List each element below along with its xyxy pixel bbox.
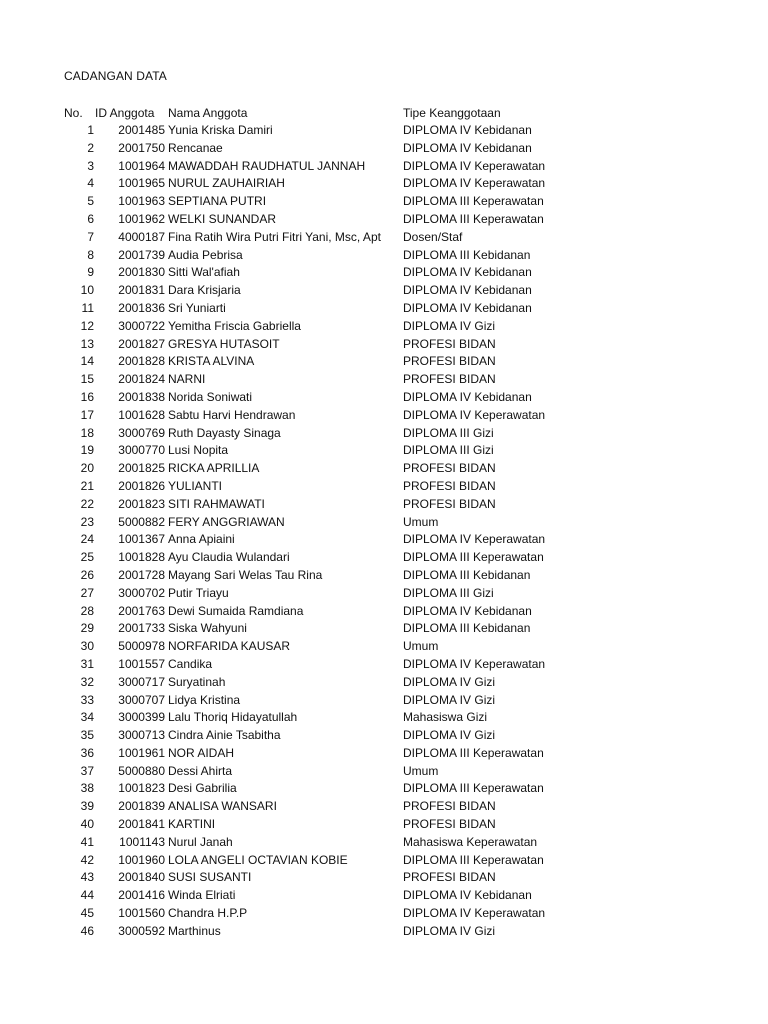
membership-type: DIPLOMA III Keperawatan xyxy=(403,194,544,209)
table-row xyxy=(0,211,768,229)
member-name: Fina Ratih Wira Putri Fitri Yani, Msc, Apt xyxy=(168,229,381,244)
membership-type: DIPLOMA IV Gizi xyxy=(403,923,496,938)
membership-type: DIPLOMA III Kebidanan xyxy=(403,567,531,582)
row-number: 19 xyxy=(80,443,94,458)
row-number: 21 xyxy=(80,478,94,493)
document-title: CADANGAN DATA xyxy=(64,69,167,83)
member-id: 2001826 xyxy=(118,478,165,493)
member-id: 2001416 xyxy=(118,888,165,903)
member-id: 1001560 xyxy=(118,906,165,921)
membership-type: DIPLOMA IV Kebidanan xyxy=(403,389,532,404)
member-name: Putir Triayu xyxy=(168,585,229,600)
membership-type: DIPLOMA IV Keperawatan xyxy=(403,407,546,422)
row-number: 23 xyxy=(80,514,94,529)
table-row xyxy=(0,318,768,336)
membership-type: DIPLOMA IV Kebidanan xyxy=(403,283,532,298)
member-name: Lidya Kristina xyxy=(168,692,241,707)
membership-type: Umum xyxy=(403,639,439,654)
member-id: 2001827 xyxy=(118,336,165,351)
member-id: 2001831 xyxy=(118,283,165,298)
row-number: 10 xyxy=(80,283,94,298)
row-number: 1 xyxy=(87,123,94,137)
member-table-body xyxy=(0,122,768,941)
member-id: 3000717 xyxy=(118,674,165,689)
row-number: 17 xyxy=(80,407,94,422)
member-id: 1001628 xyxy=(118,407,165,422)
member-id: 1001963 xyxy=(118,194,165,209)
membership-type: PROFESI BIDAN xyxy=(403,799,496,814)
table-row xyxy=(0,869,768,887)
row-number: 7 xyxy=(87,229,94,244)
member-id: 3000769 xyxy=(118,425,165,440)
header-no: No. xyxy=(64,106,83,120)
table-row xyxy=(0,887,768,905)
member-name: FERY ANGGRIAWAN xyxy=(168,514,285,529)
member-id: 1001367 xyxy=(118,532,165,547)
member-id: 2001836 xyxy=(118,300,165,315)
member-id: 3000707 xyxy=(118,692,165,707)
membership-type: Mahasiswa Keperawatan xyxy=(403,834,538,849)
member-name: Nurul Janah xyxy=(168,834,233,849)
table-row xyxy=(0,798,768,816)
membership-type: DIPLOMA IV Gizi xyxy=(403,674,496,689)
table-row xyxy=(0,834,768,852)
member-name: NORFARIDA KAUSAR xyxy=(168,639,291,654)
member-name: NOR AIDAH xyxy=(168,745,235,760)
member-id: 2001839 xyxy=(118,799,165,814)
member-name: Ayu Claudia Wulandari xyxy=(168,550,290,565)
row-number: 42 xyxy=(80,852,94,867)
table-row xyxy=(0,158,768,176)
row-number: 33 xyxy=(80,692,94,707)
member-id: 5000882 xyxy=(118,514,165,529)
member-id: 1001143 xyxy=(119,834,165,849)
row-number: 37 xyxy=(80,763,94,778)
member-id: 2001823 xyxy=(118,496,165,511)
member-id: 5000880 xyxy=(118,763,165,778)
row-number: 11 xyxy=(81,300,94,315)
row-number: 18 xyxy=(80,425,94,440)
row-number: 12 xyxy=(80,318,94,333)
member-name: Yemitha Friscia Gabriella xyxy=(168,318,301,333)
row-number: 20 xyxy=(80,461,94,476)
table-row xyxy=(0,620,768,638)
row-number: 25 xyxy=(80,550,94,565)
row-number: 16 xyxy=(80,389,94,404)
row-number: 22 xyxy=(80,496,94,511)
member-name: Lusi Nopita xyxy=(168,443,229,458)
member-name: GRESYA HUTASOIT xyxy=(168,336,280,351)
row-number: 27 xyxy=(80,585,94,600)
membership-type: DIPLOMA III Kebidanan xyxy=(403,621,531,636)
row-number: 44 xyxy=(80,888,94,903)
member-id: 2001750 xyxy=(118,140,165,155)
member-name: Marthinus xyxy=(168,923,221,938)
membership-type: DIPLOMA IV Keperawatan xyxy=(403,158,546,173)
member-id: 3000722 xyxy=(118,318,165,333)
membership-type: PROFESI BIDAN xyxy=(403,372,496,387)
table-row xyxy=(0,514,768,532)
member-id: 3000770 xyxy=(118,443,165,458)
member-id: 2001828 xyxy=(118,354,165,369)
header-type: Tipe Keanggotaan xyxy=(403,106,501,120)
member-id: 1001961 xyxy=(118,745,165,760)
member-name: NURUL ZAUHAIRIAH xyxy=(168,176,285,191)
row-number: 40 xyxy=(80,817,94,832)
member-id: 2001830 xyxy=(118,265,165,280)
row-number: 24 xyxy=(80,532,94,547)
table-row xyxy=(0,745,768,763)
member-name: Norida Soniwati xyxy=(168,389,253,404)
membership-type: DIPLOMA IV Keperawatan xyxy=(403,532,546,547)
table-row xyxy=(0,656,768,674)
membership-type: DIPLOMA III Gizi xyxy=(403,443,494,458)
table-row xyxy=(0,175,768,193)
member-name: Sitti Wal'afiah xyxy=(168,265,240,280)
row-number: 2 xyxy=(87,140,94,155)
table-row xyxy=(0,763,768,781)
membership-type: DIPLOMA III Keperawatan xyxy=(403,211,544,226)
row-number: 43 xyxy=(80,870,94,885)
member-name: Siska Wahyuni xyxy=(168,621,247,636)
membership-type: PROFESI BIDAN xyxy=(403,817,496,832)
member-id: 2001739 xyxy=(118,247,165,262)
member-id: 3000713 xyxy=(118,728,165,743)
member-name: NARNI xyxy=(168,372,206,387)
membership-type: PROFESI BIDAN xyxy=(403,336,496,351)
member-name: Yunia Kriska Damiri xyxy=(168,123,273,137)
membership-type: DIPLOMA IV Gizi xyxy=(403,318,496,333)
row-number: 46 xyxy=(80,923,94,938)
membership-type: Dosen/Staf xyxy=(403,229,463,244)
member-name: Winda Elriati xyxy=(168,888,236,903)
table-row xyxy=(0,496,768,514)
membership-type: PROFESI BIDAN xyxy=(403,496,496,511)
member-name: ANALISA WANSARI xyxy=(168,799,277,814)
table-row xyxy=(0,603,768,621)
membership-type: DIPLOMA IV Kebidanan xyxy=(403,265,532,280)
member-name: Sabtu Harvi Hendrawan xyxy=(168,407,296,422)
member-id: 1001962 xyxy=(118,211,165,226)
membership-type: DIPLOMA III Keperawatan xyxy=(403,745,544,760)
member-id: 2001838 xyxy=(118,389,165,404)
table-row xyxy=(0,371,768,389)
member-id: 2001841 xyxy=(118,817,165,832)
member-id: 2001763 xyxy=(118,603,165,618)
table-row xyxy=(0,709,768,727)
member-name: SUSI SUSANTI xyxy=(168,870,252,885)
member-id: 5000978 xyxy=(118,639,165,654)
table-row xyxy=(0,264,768,282)
row-number: 45 xyxy=(80,906,94,921)
table-row xyxy=(0,229,768,247)
row-number: 14 xyxy=(80,354,94,369)
member-name: Audia Pebrisa xyxy=(168,247,243,262)
member-name: Dewi Sumaida Ramdiana xyxy=(168,603,304,618)
member-id: 3000702 xyxy=(118,585,165,600)
member-name: Candika xyxy=(168,656,213,671)
membership-type: DIPLOMA III Keperawatan xyxy=(403,852,544,867)
member-id: 2001728 xyxy=(118,567,165,582)
table-row xyxy=(0,442,768,460)
membership-type: DIPLOMA III Keperawatan xyxy=(403,781,544,796)
membership-type: DIPLOMA III Gizi xyxy=(403,425,494,440)
member-name: Suryatinah xyxy=(168,674,226,689)
row-number: 39 xyxy=(80,799,94,814)
member-name: Chandra H.P.P xyxy=(168,906,248,921)
membership-type: DIPLOMA IV Keperawatan xyxy=(403,176,546,191)
row-number: 4 xyxy=(87,176,94,191)
member-name: Dara Krisjaria xyxy=(168,283,241,298)
member-name: Dessi Ahirta xyxy=(168,763,233,778)
member-name: Rencanae xyxy=(168,140,223,155)
member-name: Mayang Sari Welas Tau Rina xyxy=(168,567,323,582)
membership-type: DIPLOMA IV Kebidanan xyxy=(403,300,532,315)
member-id: 1001964 xyxy=(118,158,165,173)
membership-type: DIPLOMA III Kebidanan xyxy=(403,247,531,262)
row-number: 41 xyxy=(80,834,94,849)
table-row xyxy=(0,140,768,158)
member-name: Sri Yuniarti xyxy=(168,300,226,315)
table-row xyxy=(0,282,768,300)
member-name: Cindra Ainie Tsabitha xyxy=(168,728,281,743)
table-row xyxy=(0,692,768,710)
table-row xyxy=(0,852,768,870)
table-row xyxy=(0,585,768,603)
table-row xyxy=(0,638,768,656)
member-name: KRISTA ALVINA xyxy=(168,354,255,369)
member-id: 2001824 xyxy=(118,372,165,387)
row-number: 9 xyxy=(87,265,94,280)
membership-type: DIPLOMA IV Kebidanan xyxy=(403,888,532,903)
row-number: 30 xyxy=(80,639,94,654)
member-id: 1001823 xyxy=(118,781,165,796)
table-row xyxy=(0,460,768,478)
member-name: SEPTIANA PUTRI xyxy=(168,194,267,209)
table-row xyxy=(0,300,768,318)
member-name: Desi Gabrilia xyxy=(168,781,237,796)
table-row xyxy=(0,193,768,211)
row-number: 5 xyxy=(87,194,94,209)
member-name: LOLA ANGELI OCTAVIAN KOBIE xyxy=(168,852,348,867)
row-number: 15 xyxy=(80,372,94,387)
member-id: 2001825 xyxy=(118,461,165,476)
member-id: 1001557 xyxy=(118,656,165,671)
member-id: 2001840 xyxy=(118,870,165,885)
table-row xyxy=(0,531,768,549)
membership-type: Mahasiswa Gizi xyxy=(403,710,488,725)
row-number: 36 xyxy=(80,745,94,760)
row-number: 38 xyxy=(80,781,94,796)
member-id: 2001733 xyxy=(118,621,165,636)
membership-type: Umum xyxy=(403,763,439,778)
membership-type: DIPLOMA III Keperawatan xyxy=(403,550,544,565)
header-name: Nama Anggota xyxy=(168,106,248,120)
table-row xyxy=(0,478,768,496)
table-row xyxy=(0,567,768,585)
row-number: 32 xyxy=(80,674,94,689)
membership-type: DIPLOMA IV Kebidanan xyxy=(403,603,532,618)
member-name: WELKI SUNANDAR xyxy=(168,211,277,226)
member-id: 1001960 xyxy=(118,852,165,867)
member-name: YULIANTI xyxy=(168,478,223,493)
membership-type: DIPLOMA IV Keperawatan xyxy=(403,906,546,921)
row-number: 28 xyxy=(80,603,94,618)
membership-type: PROFESI BIDAN xyxy=(403,461,496,476)
row-number: 6 xyxy=(87,211,94,226)
table-row xyxy=(0,923,768,941)
header-id: ID Anggota xyxy=(95,106,155,120)
membership-type: DIPLOMA IV Gizi xyxy=(403,728,496,743)
row-number: 34 xyxy=(80,710,94,725)
member-name: SITI RAHMAWATI xyxy=(168,496,265,511)
member-id: 1001965 xyxy=(118,176,165,191)
row-number: 3 xyxy=(87,158,94,173)
member-name: MAWADDAH RAUDHATUL JANNAH xyxy=(168,158,366,173)
table-row xyxy=(0,353,768,371)
membership-type: Umum xyxy=(403,514,439,529)
membership-type: DIPLOMA III Gizi xyxy=(403,585,494,600)
membership-type: PROFESI BIDAN xyxy=(403,478,496,493)
member-name: KARTINI xyxy=(168,817,216,832)
member-name: Anna Apiaini xyxy=(168,532,235,547)
table-row xyxy=(0,905,768,923)
table-row xyxy=(0,425,768,443)
membership-type: DIPLOMA IV Kebidanan xyxy=(403,123,532,137)
row-number: 26 xyxy=(80,567,94,582)
membership-type: PROFESI BIDAN xyxy=(403,354,496,369)
member-id: 1001828 xyxy=(118,550,165,565)
member-name: Lalu Thoriq Hidayatullah xyxy=(168,710,298,725)
member-name: RICKA APRILLIA xyxy=(168,461,260,476)
table-row xyxy=(0,816,768,834)
membership-type: DIPLOMA IV Keperawatan xyxy=(403,656,546,671)
row-number: 31 xyxy=(80,656,94,671)
table-row xyxy=(0,407,768,425)
row-number: 8 xyxy=(87,247,94,262)
member-id: 4000187 xyxy=(118,229,165,244)
table-row xyxy=(0,727,768,745)
member-name: Ruth Dayasty Sinaga xyxy=(168,425,281,440)
membership-type: DIPLOMA IV Kebidanan xyxy=(403,140,532,155)
table-row xyxy=(0,247,768,265)
membership-type: PROFESI BIDAN xyxy=(403,870,496,885)
table-row xyxy=(0,674,768,692)
table-row xyxy=(0,389,768,407)
member-id: 3000592 xyxy=(118,923,165,938)
row-number: 35 xyxy=(80,728,94,743)
table-row xyxy=(0,336,768,354)
row-number: 13 xyxy=(80,336,94,351)
membership-type: DIPLOMA IV Gizi xyxy=(403,692,496,707)
member-id: 3000399 xyxy=(118,710,165,725)
row-number: 29 xyxy=(80,621,94,636)
table-row xyxy=(0,549,768,567)
member-id: 2001485 xyxy=(118,123,165,137)
table-row xyxy=(0,780,768,798)
table-row xyxy=(0,122,768,140)
